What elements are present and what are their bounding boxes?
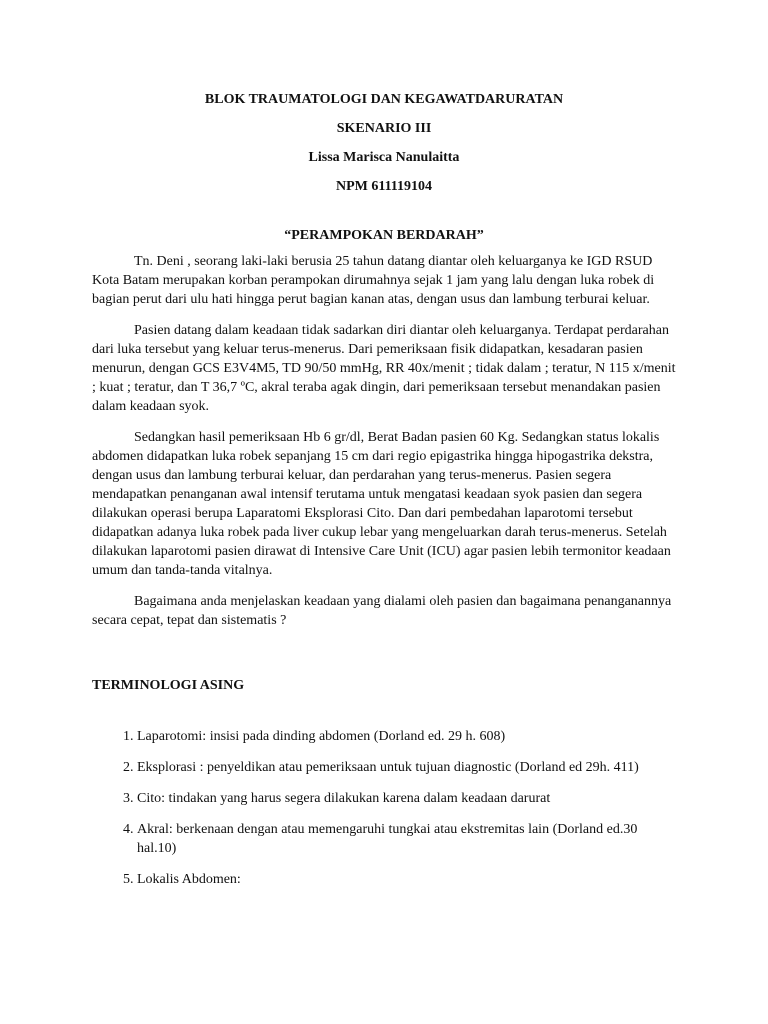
paragraph: Pasien datang dalam keadaan tidak sadarkan diri diantar oleh keluarganya. Terdapat perdarahan dari luka tersebut yang keluar terus-menerus. Dari pemeriksaan fisik didapatkan, kesadaran pasien menurun, dengan GCS E3V4M5, TD 90/50 mmHg, RR 40x/menit ; tidak dalam ; teratur, N 115 x/menit ; kuat ; teratur, dan T 36,7 ºC, akral teraba agak dingin, dari pemeriksaan tersebut menandakan pasien dalam keadaan syok.	[92, 323, 676, 414]
list-item: 5. Lokalis Abdomen:	[137, 870, 676, 889]
list-item: 3. Cito: tindakan yang harus segera dilakukan karena dalam keadaan darurat	[137, 789, 676, 808]
scenario-title: SKENARIO III	[336, 121, 432, 136]
student-id: NPM 611119104	[335, 179, 433, 194]
scenario-heading	[92, 226, 676, 245]
scenario-heading-text: “PERAMPOKAN BERDARAH”	[284, 228, 484, 243]
section-heading: TERMINOLOGI ASING	[92, 678, 245, 693]
list-item: 1. Laparotomi: insisi pada dinding abdomen (Dorland ed. 29 h. 608)	[137, 727, 676, 746]
paragraph: Tn. Deni , seorang laki-laki berusia 25 tahun datang diantar oleh keluarganya ke IGD RSUD Kota Batam merupakan korban perampokan dirumahnya sejak 1 jam yang lalu dengan luka robek di bagian perut dari ulu hati hingga perut bagian kanan atas, dengan usus dan lambung terburai keluar.	[92, 254, 655, 307]
paragraph: Sedangkan hasil pemeriksaan Hb 6 gr/dl, Berat Badan pasien 60 Kg. Sedangkan status lokalis abdomen didapatkan luka robek sepanjang 15 cm dari regio epigastrika hingga hipogastrika dekstra, dengan usus dan lambung terburai keluar, dan perdarahan yang terus-menerus. Pasien segera mendapatkan penanganan awal intensif terutama untuk mengatasi keadaan syok pasien dan segera dilakukan operasi berupa Laparatomi Eksplorasi Cito. Dan dari pembedahan laparotomi tersebut didapatkan adanya luka robek pada liver cukup lebar yang mengeluarkan darah terus-menerus. Setelah dilakukan laparotomi pasien dirawat di Intensive Care Unit (ICU) agar pasien lebih termonitor keadaan umum dan tanda-tanda vitalnya.	[92, 430, 671, 578]
paragraph: Bagaimana anda menjelaskan keadaan yang dialami oleh pasien dan bagaimana penanganannya secara cepat, tepat dan sistematis ?	[92, 594, 672, 628]
author-name: Lissa Marisca Nanulaitta	[308, 150, 460, 165]
list-item: 4. Akral: berkenaan dengan atau memengaruhi tungkai atau ekstremitas lain (Dorland ed.30 hal.10)	[137, 820, 676, 858]
list-item: 2. Eksplorasi : penyeldikan atau pemeriksaan untuk tujuan diagnostic (Dorland ed 29h. 411)	[137, 758, 676, 777]
terminology-list	[92, 727, 676, 889]
course-title: BLOK TRAUMATOLOGI DAN KEGAWATDARURATAN	[204, 92, 564, 107]
